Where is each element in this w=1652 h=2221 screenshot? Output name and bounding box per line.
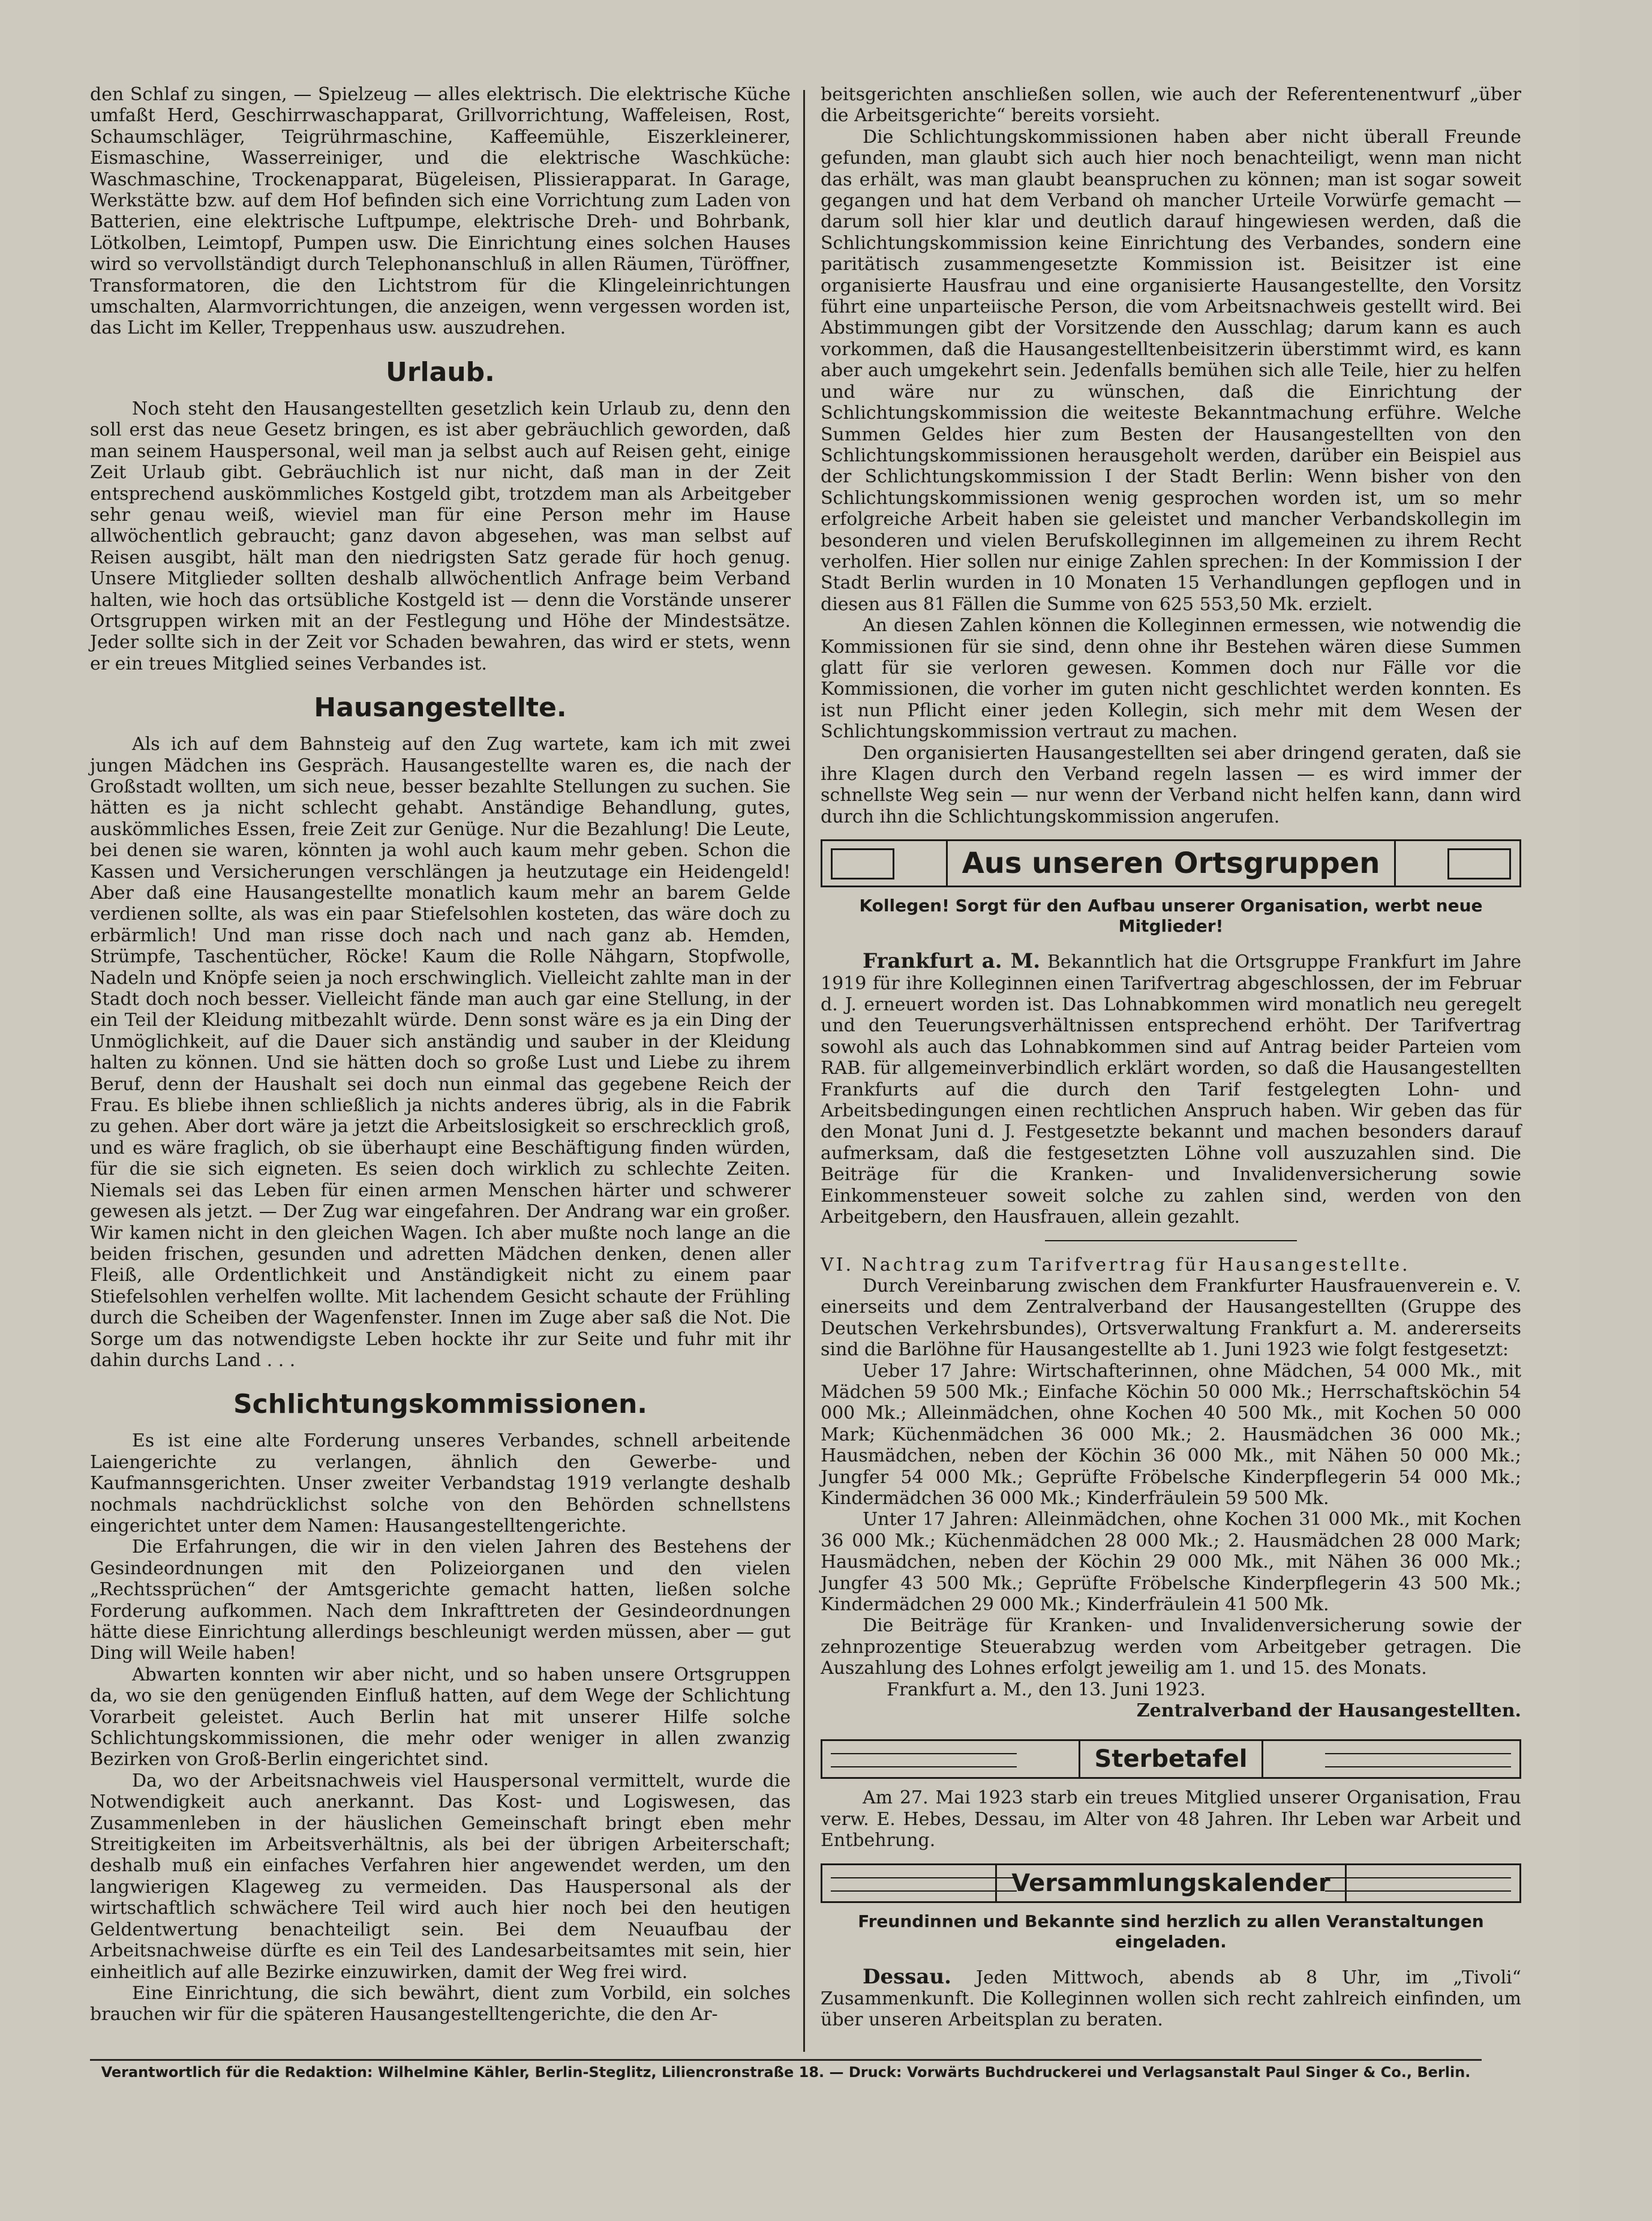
ortsgruppen-subheading: Kollegen! Sorgt für den Aufbau unserer Organisation, werbt neue Mitglieder!	[859, 896, 1483, 937]
continued-paragraph: beitsgerichten anschließen sollen, wie auch der Referentenentwurf „über die Arbeitsgerichte“ bereits vorsieht.	[821, 84, 1521, 127]
nachtrag-paragraph-3: Unter 17 Jahren: Alleinmädchen, ohne Kochen 31 000 Mk., mit Kochen 36 000 Mk.; Küchenmädchen 28 000 Mk.; 2. Hausmädchen 28 000 Mark; Hausmädchen, neben der Köchin 29 000 Mk., mit Nähen 36 000 Mk.; Jungfer 43 500 Mk.; Geprüfte Fröbelsche Kinderpflegerin 43 500 Mk.; Kindermädchen 29 000 Mk.; Kinderfräulein 41 500 Mk.	[821, 1509, 1521, 1615]
schlichtung-paragraph-5: Eine Einrichtung, die sich bewährt, dient zum Vorbild, ein solches brauchen wir für die späteren Hausangestelltengerichte, die den Ar-	[90, 1982, 791, 2025]
imprint-footer: Verantwortlich für die Redaktion: Wilhelmine Kähler, Berlin-Steglitz, Liliencronstraße 18. — Druck: Vorwärts Buchdruckerei und Verlagsanstalt Paul Singer & Co., Berlin.	[101, 2064, 1471, 2081]
sterbetafel-banner	[821, 1739, 1521, 1779]
column-divider	[803, 90, 805, 2052]
banner-ornament-right	[1447, 848, 1511, 880]
schlichtung-paragraph-3: Abwarten konnten wir aber nicht, und so haben unsere Ortsgruppen da, wo sie den genügenden Einfluß hatten, auf dem Wege der Schlichtung Vorarbeit geleistet. Auch Berlin hat mit unserer Hilfe solche Schlichtungskommissionen, die mehr oder weniger in allen zwanzig Bezirken von Groß-Berlin eingerichtet sind.	[90, 1664, 791, 1770]
nachtrag-paragraph-2: Ueber 17 Jahre: Wirtschafterinnen, ohne Mädchen, 54 000 Mk., mit Mädchen 59 500 Mk.; Einfache Köchin 50 000 Mk.; Herrschaftsköchin 54 000 Mk.; Alleinmädchen, ohne Kochen 40 500 Mk., mit Kochen 50 000 Mark; Küchenmädchen 36 000 Mk.; 2. Hausmädchen 36 000 Mk.; Hausmädchen, neben der Köchin 36 000 Mk., mit Nähen 50 000 Mk.; Jungfer 54 000 Mk.; Geprüfte Fröbelsche Kinderpflegerin 54 000 Mk.; Kindermädchen 36 000 Mk.; Kinderfräulein 59 500 Mk.	[821, 1360, 1521, 1509]
frankfurt-city-label: Frankfurt a. M.	[863, 949, 1041, 974]
page-margin	[1580, 0, 1652, 2221]
schlichtung-right-paragraph-3: An diesen Zahlen können die Kolleginnen ermessen, wie notwendig die Kommissionen für sie sind, denn ohne ihr Bestehen wären diese Summen glatt für sie verloren gewesen. Kommen doch nur Fälle vor die Kommissionen, die vorher im guten nicht geschlichtet werden konnten. Es ist nun Pflicht einer jeden Kollegin, sich mehr mit dem Wesen der Schlichtungskommission vertraut zu machen.	[821, 615, 1521, 743]
footer-rule	[90, 2059, 1482, 2061]
sterbetafel-paragraph: Am 27. Mai 1923 starb ein treues Mitglied unserer Organisation, Frau verw. E. Hebes, Dessau, im Alter von 48 Jahren. Ihr Leben war Arbeit und Entbehrung.	[821, 1787, 1521, 1851]
schlichtung-right-paragraph-2: Die Schlichtungskommissionen haben aber nicht überall Freunde gefunden, man glaubt sich auch hier noch benachteiligt, wenn man nicht das erhält, was man glaubt beanspruchen zu können; man ist sogar soweit gegangen und hat dem Verband oh mancher Urteile Vorwürfe gemacht — darum soll hier klar und deutlich darauf hingewiesen werden, daß die Schlichtungskommission keine Einrichtung des Verbandes, sondern eine paritätisch zusammengesetzte Kommission ist. Beisitzer ist eine organisierte Hausfrau und eine organisierte Hausangestellte, den Vorsitz führt eine unparteiische Person, die vom Arbeitsnachweis gestellt wird. Bei Abstimmungen gibt der Vorsitzende den Ausschlag; darum kann es auch vorkommen, daß die Hausangestelltenbeisitzerin überstimmt wird, es kann aber auch umgekehrt sein. Jedenfalls bemühen sich alle Teile, hier zu helfen und wäre nur zu wünschen, daß die Einrichtung der Schlichtungskommission die weiteste Bekanntmachung erführe. Welche Summen Geldes hier zum Besten der Hausangestellten von den Schlichtungskommissionen herausgeholt werden, darüber ein Beispiel aus der Schlichtungskommission I der Stadt Berlin: Wenn bisher von den Schlichtungskommissionen wenig gesprochen worden ist, um so mehr erfolgreiche Arbeit haben sie geleistet und mancher Verbandskollegin im besonderen und vielen Berufskolleginnen im allgemeinen zu ihrem Recht verholfen. Hier sollen nur einige Zahlen sprechen: In der Kommission I der Stadt Berlin wurden in 10 Monaten 15 Verhandlungen gepflogen und in diesen aus 81 Fällen die Summe von 625 553,50 Mk. erzielt.	[821, 126, 1521, 615]
urlaub-heading: Urlaub.	[386, 356, 495, 388]
schlichtung-paragraph-4: Da, wo der Arbeitsnachweis viel Hauspersonal vermittelt, wurde die Notwendigkeit auch anerkannt. Das Kost- und Logiswesen, das Zusammenleben in der häuslichen Gemeinschaft bringt eben mehr Streitigkeiten im Arbeitsverhältnis, als bei der übrigen Arbeiterschaft; deshalb muß ein einfaches Verfahren hier angewendet werden, um den langwierigen Klageweg zu vermeiden. Das Hauspersonal als der wirtschaftlich schwächere Teil wird auch hier noch bei den heutigen Geldentwertung benachteiligt sein. Bei dem Neuaufbau der Arbeitsnachweise dürfte es ein Teil des Landesarbeitsamtes mit sein, hier einheitlich auf alle Bezirke einzuwirken, damit der Weg frei wird.	[90, 1770, 791, 1983]
dessau-city-label: Dessau.	[863, 1964, 951, 1989]
kalender-heading: Versammlungskalender	[995, 1865, 1346, 1901]
schlichtung-paragraph-1: Es ist eine alte Forderung unseres Verbandes, schnell arbeitende Laiengerichte zu verlangen, ähnlich den Gewerbe- und Kaufmannsgerichten. Unser zweiter Verbandstag 1919 verlangte deshalb nochmals nachdrücklichst solche von den Behörden schnellstens eingerichtet unter dem Namen: Hausangestelltengerichte.	[90, 1430, 791, 1536]
hausangestellte-paragraph: Als ich auf dem Bahnsteig auf den Zug wartete, kam ich mit zwei jungen Mädchen ins Gespräch. Hausangestellte waren es, die nach der Großstadt wollten, um sich neue, besser bezahlte Stellungen zu suchen. Sie hätten es ja nicht schlecht gehabt. Anständige Behandlung, gutes, auskömmliches Essen, freie Zeit zur Genüge. Nur die Bezahlung! Die Leute, bei denen sie waren, könnten ja wohl auch kaum mehr geben. Schon die Kassen und Versicherungen verschlängen ja heutzutage ein Heidengeld! Aber daß eine Hausangestellte monatlich kaum mehr an barem Gelde verdienen sollte, als was ein paar Stiefelsohlen kosteten, das wäre doch zu erbärmlich! Und man risse doch nach und nach ganz ab. Hemden, Strümpfe, Taschentücher, Röcke! Kaum die Rolle Nähgarn, Stopfwolle, Nadeln und Knöpfe seien ja noch erschwinglich. Vielleicht zahlte man in der Stadt doch noch besser. Vielleicht fände man auch gar eine Stellung, in der ein Teil der Kleidung mitbezahlt würde. Denn sonst wäre es ja ein Ding der Unmöglichkeit, auf die Dauer sich anständig und sauber in der Kleidung halten zu können. Und sie hätten doch so große Lust und Liebe zu ihrem Beruf, denn der Haushalt sei doch nun einmal das gegebene Reich der Frau. Es bliebe ihnen schließlich ja nichts anderes übrig, als in die Fabrik zu gehen. Aber dort wäre ja jetzt die Arbeitslosigkeit so erschrecklich groß, und es wäre fraglich, ob sie überhaupt eine Beschäftigung finden würden, für die sie sich eigneten. Es seien doch wirklich zu schlechte Zeiten. Niemals sei das Leben für einen armen Menschen härter und schwerer gewesen als jetzt. — Der Zug war eingefahren. Der Andrang war ein großer. Wir kamen nicht in den gleichen Wagen. Ich aber mußte noch lange an die beiden frischen, gesunden und adretten Mädchen denken, denen aller Fleiß, alle Ordentlichkeit und Anständigkeit nicht zu einem paar Stiefelsohlen verhelfen wollte. Mit lachendem Gesicht schaute der Frühling durch die Scheiben der Wagenfenster. Innen im Zuge aber saß die Not. Die Sorge um das notwendigste Leben hockte ihr zur Seite und fuhr mit ihr dahin durchs Land . . .	[90, 734, 791, 1371]
sterbetafel-heading: Sterbetafel	[1079, 1741, 1264, 1777]
nachtrag-signature: Zentralverband der Hausangestellten.	[1136, 1700, 1521, 1722]
hausangestellte-heading: Hausangestellte.	[314, 692, 567, 724]
banner-rule-left	[831, 1877, 1017, 1892]
dessau-paragraph: Jeden Mittwoch, abends ab 8 Uhr, im „Tivoli“ Zusammenkunft. Die Kolleginnen wollen sich recht zahlreich einfinden, um über unseren Arbeitsplan zu beraten.	[821, 1967, 1521, 2031]
urlaub-paragraph: Noch steht den Hausangestellten gesetzlich kein Urlaub zu, denn den soll erst das neue Gesetz bringen, es ist aber gebräuchlich geworden, daß man seinem Hauspersonal, weil man ja selbst auch auf Reisen geht, einige Zeit Urlaub gibt. Gebräuchlich ist nur nicht, daß man in der Zeit entsprechend auskömmliches Kostgeld gibt, trotzdem man als Arbeitgeber sehr genau weiß, wieviel man für eine Person mehr im Hause allwöchentlich gebraucht; ganz davon abgesehen, was man selbst auf Reisen ausgibt, hält man den niedrigsten Satz gerade für hoch genug. Unsere Mitglieder sollten deshalb allwöchentlich Anfrage beim Verband halten, wie hoch das ortsübliche Kostgeld ist — denn die Vorstände unserer Ortsgruppen wirken mit an der Festlegung und Höhe der Mindestsätze. Jeder sollte sich in der Zeit vor Schaden bewahren, das wird er stets, wenn er ein treues Mitglied seines Verbandes ist.	[90, 398, 791, 674]
nachtrag-dateline: Frankfurt a. M., den 13. Juni 1923.	[887, 1679, 1206, 1700]
frankfurt-paragraph: Bekanntlich hat die Ortsgruppe Frankfurt im Jahre 1919 für ihre Kolleginnen einen Tarifvertrag abgeschlossen, der im Februar d. J. erneuert worden ist. Das Lohnabkommen wird monatlich neu geregelt und den Teuerungsverhältnissen entsprechend erhöht. Der Tarifvertrag sowohl als auch das Lohnabkommen sind auf Antrag beider Parteien vom RAB. für allgemeinverbindlich erklärt worden, so daß die Hausangestellten Frankfurts auf die durch den Tarif festgelegten Lohn- und Arbeitsbedingungen einen rechtlichen Anspruch haben. Wir geben das für den Monat Juni d. J. Festgesetzte bekannt und machen besonders darauf aufmerksam, daß die festgesetzten Löhne voll auszuzahlen sind. Die Beiträge für die Kranken- und Invalidenversicherung sowie Einkommensteuer soweit solche zu zahlen sind, werden von den Arbeitgebern, den Hausfrauen, allein gezahlt.	[821, 952, 1521, 1228]
schlichtung-paragraph-2: Die Erfahrungen, die wir in den vielen Jahren des Bestehens der Gesindeordnungen mit den Polizeiorganen und den vielen „Rechtssprüchen“ der Amtsgerichte gemacht hatten, ließen solche Forderung aufkommen. Nach dem Inkrafttreten der Gesindeordnungen hätte diese Einrichtung allerdings beschleunigt werden müssen, aber — gut Ding will Weile haben!	[90, 1536, 791, 1664]
section-divider	[1045, 1240, 1297, 1241]
kalender-banner	[821, 1863, 1521, 1903]
nachtrag-paragraph-4: Die Beiträge für Kranken- und Invalidenversicherung sowie der zehnprozentige Steuerabzug werden vom Arbeitgeber getragen. Die Auszahlung des Lohnes erfolgt jeweilig am 1. und 15. des Monats.	[821, 1615, 1521, 1679]
banner-rule-left	[831, 1753, 1017, 1767]
schlichtung-right-paragraph-4: Den organisierten Hausangestellten sei aber dringend geraten, daß sie ihre Klagen durch den Verband regeln lassen — es wird immer der schnellste Weg sein — nur wenn der Verband nicht helfen kann, dann wird durch ihn die Schlichtungskommission angerufen.	[821, 742, 1521, 827]
nachtrag-title: VI. Nachtrag zum Tarifvertrag für Hausangestellte.	[821, 1254, 1410, 1275]
banner-rule-right	[1325, 1877, 1511, 1892]
schlichtung-heading: Schlichtungskommissionen.	[233, 1389, 647, 1420]
ortsgruppen-banner	[821, 839, 1521, 887]
ortsgruppen-heading: Aus unseren Ortsgruppen	[946, 841, 1396, 886]
kalender-subheading: Freundinnen und Bekannte sind herzlich zu allen Veranstaltungen eingeladen.	[858, 1911, 1484, 1952]
banner-ornament-left	[831, 848, 894, 880]
left-column	[90, 84, 791, 2025]
nachtrag-paragraph-1: Durch Vereinbarung zwischen dem Frankfurter Hausfrauenverein e. V. einerseits und dem Zentralverband der Hausangestellten (Gruppe des Deutschen Verkehrsbundes), Ortsverwaltung Frankfurt a. M. andererseits sind die Barlöhne für Hausangestellte ab 1. Juni 1923 wie folgt festgesetzt:	[821, 1275, 1521, 1361]
right-column	[821, 84, 1521, 2031]
banner-rule-right	[1325, 1753, 1511, 1767]
intro-paragraph: den Schlaf zu singen, — Spielzeug — alles elektrisch. Die elektrische Küche umfaßt Herd, Geschirrwaschapparat, Grillvorrichtung, Waffeleisen, Rost, Schaumschläger, Teigrührmaschine, Kaffeemühle, Eiszerkleinerer, Eismaschine, Wasserreiniger, und die elektrische Waschküche: Waschmaschine, Trockenapparat, Bügeleisen, Plissierapparat. In Garage, Werkstätte bzw. auf dem Hof befinden sich eine Vorrichtung zum Laden von Batterien, eine elektrische Luftpumpe, elektrische Dreh- und Bohrbank, Lötkolben, Leimtopf, Pumpen usw. Die Einrichtung eines solchen Hauses wird so vervollständigt durch Telephonanschluß in allen Räumen, Türöffner, Transformatoren, die den Lichtstrom für die Klingeleinrichtungen umschalten, Alarmvorrichtungen, die anzeigen, wenn vergessen worden ist, das Licht im Keller, Treppenhaus usw. auszudrehen.	[90, 84, 791, 339]
